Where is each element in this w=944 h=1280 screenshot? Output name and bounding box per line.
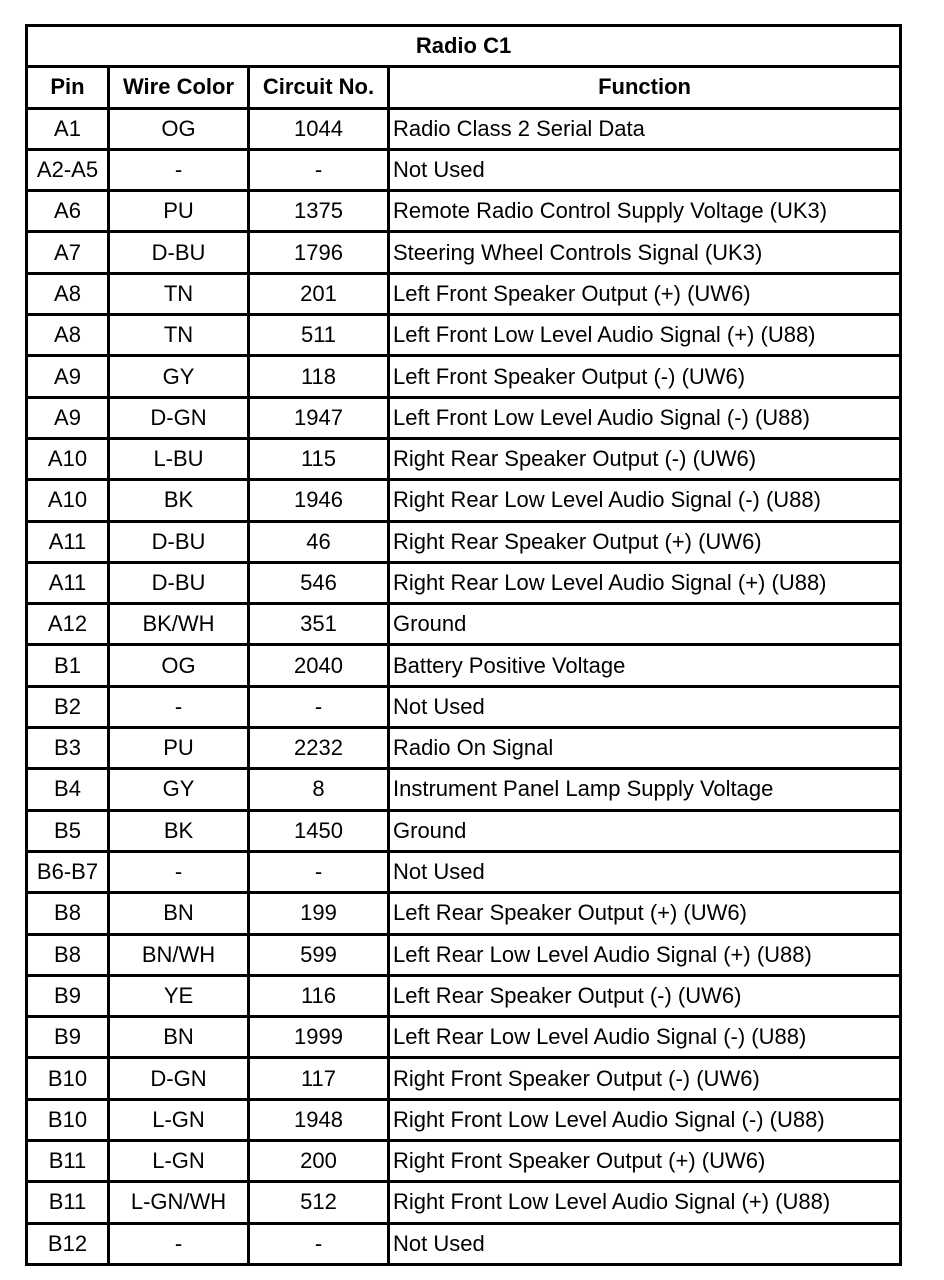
circuit-no-cell: 200 (249, 1141, 389, 1182)
circuit-no-cell: 511 (249, 315, 389, 356)
function-cell: Right Front Speaker Output (-) (UW6) (389, 1058, 901, 1099)
function-cell: Instrument Panel Lamp Supply Voltage (389, 769, 901, 810)
circuit-no-cell: - (249, 1223, 389, 1264)
circuit-no-cell: 1948 (249, 1099, 389, 1140)
table-row (27, 397, 901, 438)
table-title: Radio C1 (27, 26, 901, 67)
table-row (27, 1058, 901, 1099)
pin-cell: A8 (27, 273, 109, 314)
circuit-no-cell: 201 (249, 273, 389, 314)
pin-cell: B9 (27, 1017, 109, 1058)
table-row (27, 893, 901, 934)
table-title-row (27, 26, 901, 67)
pin-cell: B2 (27, 686, 109, 727)
pin-cell: B11 (27, 1141, 109, 1182)
function-cell: Ground (389, 810, 901, 851)
function-cell: Left Rear Low Level Audio Signal (+) (U88) (389, 934, 901, 975)
pin-cell: B11 (27, 1182, 109, 1223)
wire-color-cell: BK (109, 480, 249, 521)
wire-color-cell: PU (109, 728, 249, 769)
table-row (27, 728, 901, 769)
function-cell: Left Front Speaker Output (-) (UW6) (389, 356, 901, 397)
function-cell: Left Front Low Level Audio Signal (-) (U88) (389, 397, 901, 438)
pin-cell: B9 (27, 975, 109, 1016)
header-pin: Pin (27, 67, 109, 108)
circuit-no-cell: 1947 (249, 397, 389, 438)
wire-color-cell: - (109, 1223, 249, 1264)
circuit-no-cell: 2040 (249, 645, 389, 686)
table-row (27, 232, 901, 273)
circuit-no-cell: 1946 (249, 480, 389, 521)
wire-color-cell: D-BU (109, 562, 249, 603)
table-header-row (27, 67, 901, 108)
pin-cell: B12 (27, 1223, 109, 1264)
pin-cell: B8 (27, 934, 109, 975)
wire-color-cell: D-BU (109, 232, 249, 273)
circuit-no-cell: 599 (249, 934, 389, 975)
function-cell: Not Used (389, 851, 901, 892)
wire-color-cell: BK/WH (109, 604, 249, 645)
connector-table-container (25, 24, 899, 1266)
wire-color-cell: D-BU (109, 521, 249, 562)
wire-color-cell: TN (109, 273, 249, 314)
function-cell: Right Rear Low Level Audio Signal (-) (U88) (389, 480, 901, 521)
circuit-no-cell: 118 (249, 356, 389, 397)
function-cell: Left Rear Speaker Output (+) (UW6) (389, 893, 901, 934)
wire-color-cell: - (109, 686, 249, 727)
wire-color-cell: BN/WH (109, 934, 249, 975)
wire-color-cell: TN (109, 315, 249, 356)
wire-color-cell: GY (109, 356, 249, 397)
function-cell: Remote Radio Control Supply Voltage (UK3) (389, 191, 901, 232)
pin-cell: B3 (27, 728, 109, 769)
circuit-no-cell: 1999 (249, 1017, 389, 1058)
table-body (27, 108, 901, 1264)
pin-cell: A10 (27, 438, 109, 479)
wire-color-cell: GY (109, 769, 249, 810)
header-circuit-no: Circuit No. (249, 67, 389, 108)
circuit-no-cell: 116 (249, 975, 389, 1016)
header-wire-color: Wire Color (109, 67, 249, 108)
wire-color-cell: D-GN (109, 1058, 249, 1099)
function-cell: Right Front Speaker Output (+) (UW6) (389, 1141, 901, 1182)
function-cell: Left Rear Low Level Audio Signal (-) (U88) (389, 1017, 901, 1058)
circuit-no-cell: 1375 (249, 191, 389, 232)
wire-color-cell: L-GN (109, 1141, 249, 1182)
circuit-no-cell: 1450 (249, 810, 389, 851)
wire-color-cell: L-GN/WH (109, 1182, 249, 1223)
pin-cell: B4 (27, 769, 109, 810)
circuit-no-cell: 8 (249, 769, 389, 810)
wire-color-cell: YE (109, 975, 249, 1016)
wire-color-cell: BN (109, 1017, 249, 1058)
wire-color-cell: PU (109, 191, 249, 232)
pin-cell: A12 (27, 604, 109, 645)
pin-cell: A10 (27, 480, 109, 521)
table-row (27, 769, 901, 810)
table-row (27, 1099, 901, 1140)
table-row (27, 851, 901, 892)
circuit-no-cell: 1796 (249, 232, 389, 273)
pin-cell: B5 (27, 810, 109, 851)
function-cell: Not Used (389, 149, 901, 190)
wire-color-cell: D-GN (109, 397, 249, 438)
connector-pinout-table (25, 24, 902, 1266)
table-row (27, 191, 901, 232)
table-row (27, 356, 901, 397)
wire-color-cell: L-BU (109, 438, 249, 479)
pin-cell: A1 (27, 108, 109, 149)
pin-cell: A9 (27, 356, 109, 397)
wire-color-cell: - (109, 149, 249, 190)
table-row (27, 521, 901, 562)
circuit-no-cell: - (249, 149, 389, 190)
wire-color-cell: - (109, 851, 249, 892)
table-row (27, 562, 901, 603)
circuit-no-cell: 546 (249, 562, 389, 603)
function-cell: Not Used (389, 686, 901, 727)
pin-cell: A6 (27, 191, 109, 232)
pin-cell: B10 (27, 1058, 109, 1099)
circuit-no-cell: 351 (249, 604, 389, 645)
table-row (27, 108, 901, 149)
table-row (27, 1182, 901, 1223)
function-cell: Ground (389, 604, 901, 645)
wire-color-cell: L-GN (109, 1099, 249, 1140)
function-cell: Not Used (389, 1223, 901, 1264)
table-row (27, 149, 901, 190)
function-cell: Battery Positive Voltage (389, 645, 901, 686)
table-row (27, 975, 901, 1016)
table-row (27, 810, 901, 851)
table-row (27, 686, 901, 727)
table-row (27, 1141, 901, 1182)
pin-cell: A11 (27, 521, 109, 562)
pin-cell: B8 (27, 893, 109, 934)
table-row (27, 273, 901, 314)
wire-color-cell: BK (109, 810, 249, 851)
circuit-no-cell: 2232 (249, 728, 389, 769)
wire-color-cell: OG (109, 108, 249, 149)
table-row (27, 438, 901, 479)
pin-cell: A8 (27, 315, 109, 356)
table-row (27, 1017, 901, 1058)
circuit-no-cell: 115 (249, 438, 389, 479)
circuit-no-cell: - (249, 851, 389, 892)
table-row (27, 480, 901, 521)
table-row (27, 934, 901, 975)
pin-cell: B1 (27, 645, 109, 686)
function-cell: Radio Class 2 Serial Data (389, 108, 901, 149)
function-cell: Right Rear Speaker Output (+) (UW6) (389, 521, 901, 562)
function-cell: Right Front Low Level Audio Signal (+) (U88) (389, 1182, 901, 1223)
circuit-no-cell: 199 (249, 893, 389, 934)
circuit-no-cell: 512 (249, 1182, 389, 1223)
pin-cell: B6-B7 (27, 851, 109, 892)
function-cell: Radio On Signal (389, 728, 901, 769)
table-row (27, 645, 901, 686)
pin-cell: B10 (27, 1099, 109, 1140)
circuit-no-cell: 1044 (249, 108, 389, 149)
function-cell: Steering Wheel Controls Signal (UK3) (389, 232, 901, 273)
function-cell: Right Rear Speaker Output (-) (UW6) (389, 438, 901, 479)
wire-color-cell: OG (109, 645, 249, 686)
function-cell: Right Rear Low Level Audio Signal (+) (U88) (389, 562, 901, 603)
circuit-no-cell: - (249, 686, 389, 727)
circuit-no-cell: 117 (249, 1058, 389, 1099)
table-row (27, 315, 901, 356)
header-function: Function (389, 67, 901, 108)
table-row (27, 604, 901, 645)
table-row (27, 1223, 901, 1264)
circuit-no-cell: 46 (249, 521, 389, 562)
pin-cell: A9 (27, 397, 109, 438)
function-cell: Left Front Low Level Audio Signal (+) (U88) (389, 315, 901, 356)
function-cell: Left Front Speaker Output (+) (UW6) (389, 273, 901, 314)
pin-cell: A2-A5 (27, 149, 109, 190)
wire-color-cell: BN (109, 893, 249, 934)
pin-cell: A11 (27, 562, 109, 603)
function-cell: Right Front Low Level Audio Signal (-) (U88) (389, 1099, 901, 1140)
function-cell: Left Rear Speaker Output (-) (UW6) (389, 975, 901, 1016)
pin-cell: A7 (27, 232, 109, 273)
